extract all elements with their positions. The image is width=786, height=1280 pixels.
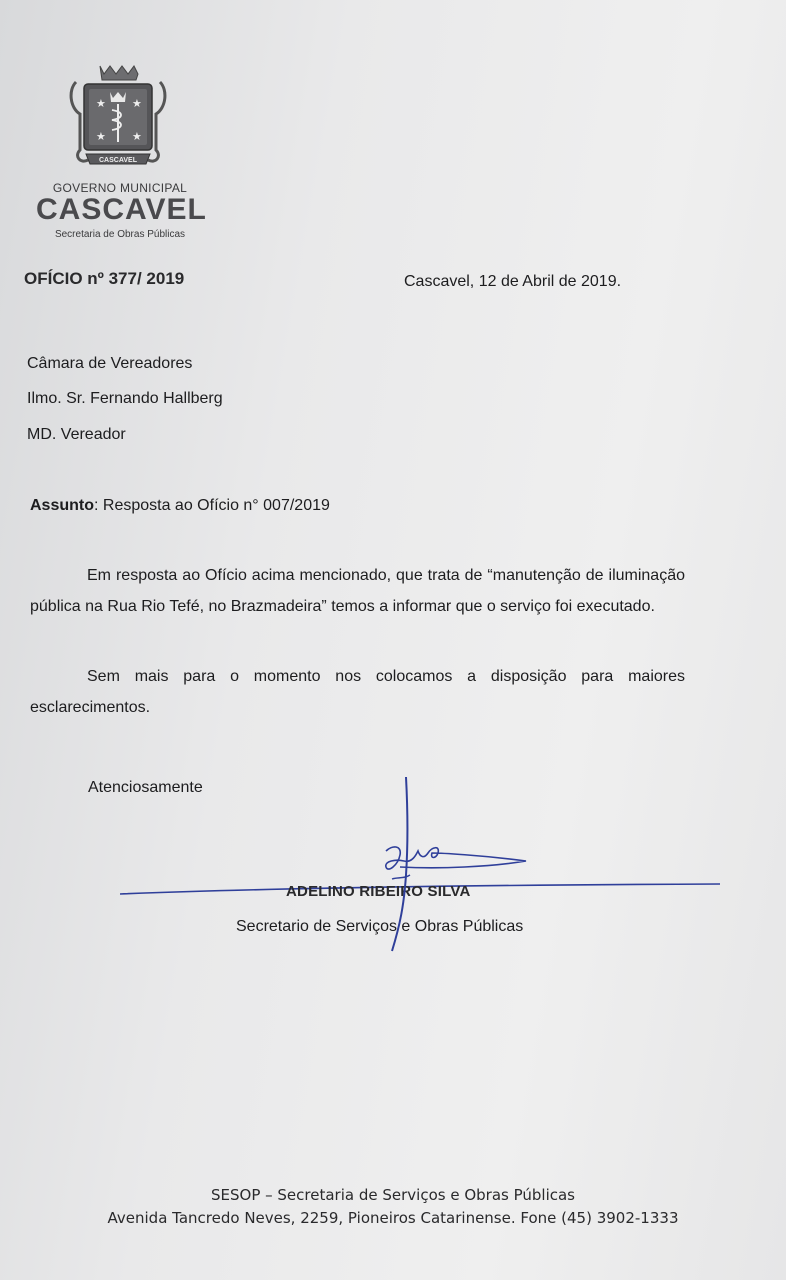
svg-text:★: ★ bbox=[96, 97, 106, 110]
paragraph-1 bbox=[30, 560, 685, 622]
subject-line bbox=[30, 497, 330, 515]
coat-of-arms-logo bbox=[66, 60, 170, 172]
recipient-line-1: Câmara de Vereadores bbox=[27, 355, 193, 372]
paragraph-1-text: Em resposta ao Ofício acima mencionado, que trata de “manutenção de iluminação pública na Rua Rio Tefé, no Brazmadeira” temos a informar que o serviço foi executado. bbox=[30, 567, 685, 615]
handwritten-signature bbox=[300, 775, 540, 955]
svg-text:★: ★ bbox=[132, 130, 142, 143]
letter-number: OFÍCIO nº 377/ 2019 bbox=[24, 269, 185, 288]
signatory-name: ADELINO RIBEIRO SILVA bbox=[286, 883, 471, 900]
svg-text:★: ★ bbox=[132, 97, 142, 110]
footer-secretariat: SESOP – Secretaria de Serviços e Obras Públicas bbox=[211, 1186, 575, 1204]
signatory-title: Secretario de Serviços e Obras Públicas bbox=[236, 918, 524, 935]
closing: Atenciosamente bbox=[88, 779, 203, 796]
secretariat-label: Secretaria de Obras Públicas bbox=[54, 229, 186, 240]
city-name: CASCAVEL bbox=[36, 193, 207, 226]
subject-label: Assunto bbox=[30, 497, 94, 514]
recipient-line-3: MD. Vereador bbox=[27, 426, 126, 443]
government-label: GOVERNO MUNICIPAL bbox=[52, 181, 188, 195]
letter-date: Cascavel, 12 de Abril de 2019. bbox=[404, 273, 622, 290]
crest-label: CASCAVEL bbox=[99, 157, 137, 164]
recipient-line-2: Ilmo. Sr. Fernando Hallberg bbox=[27, 390, 223, 407]
paragraph-2 bbox=[30, 661, 685, 723]
footer-address: Avenida Tancredo Neves, 2259, Pioneiros Catarinense. Fone (45) 3902-1333 bbox=[107, 1209, 679, 1227]
subject-text: : Resposta ao Ofício n° 007/2019 bbox=[94, 497, 330, 514]
svg-text:★: ★ bbox=[96, 130, 106, 143]
paragraph-2-text: Sem mais para o momento nos colocamos a disposição para maiores esclarecimentos. bbox=[30, 668, 685, 716]
